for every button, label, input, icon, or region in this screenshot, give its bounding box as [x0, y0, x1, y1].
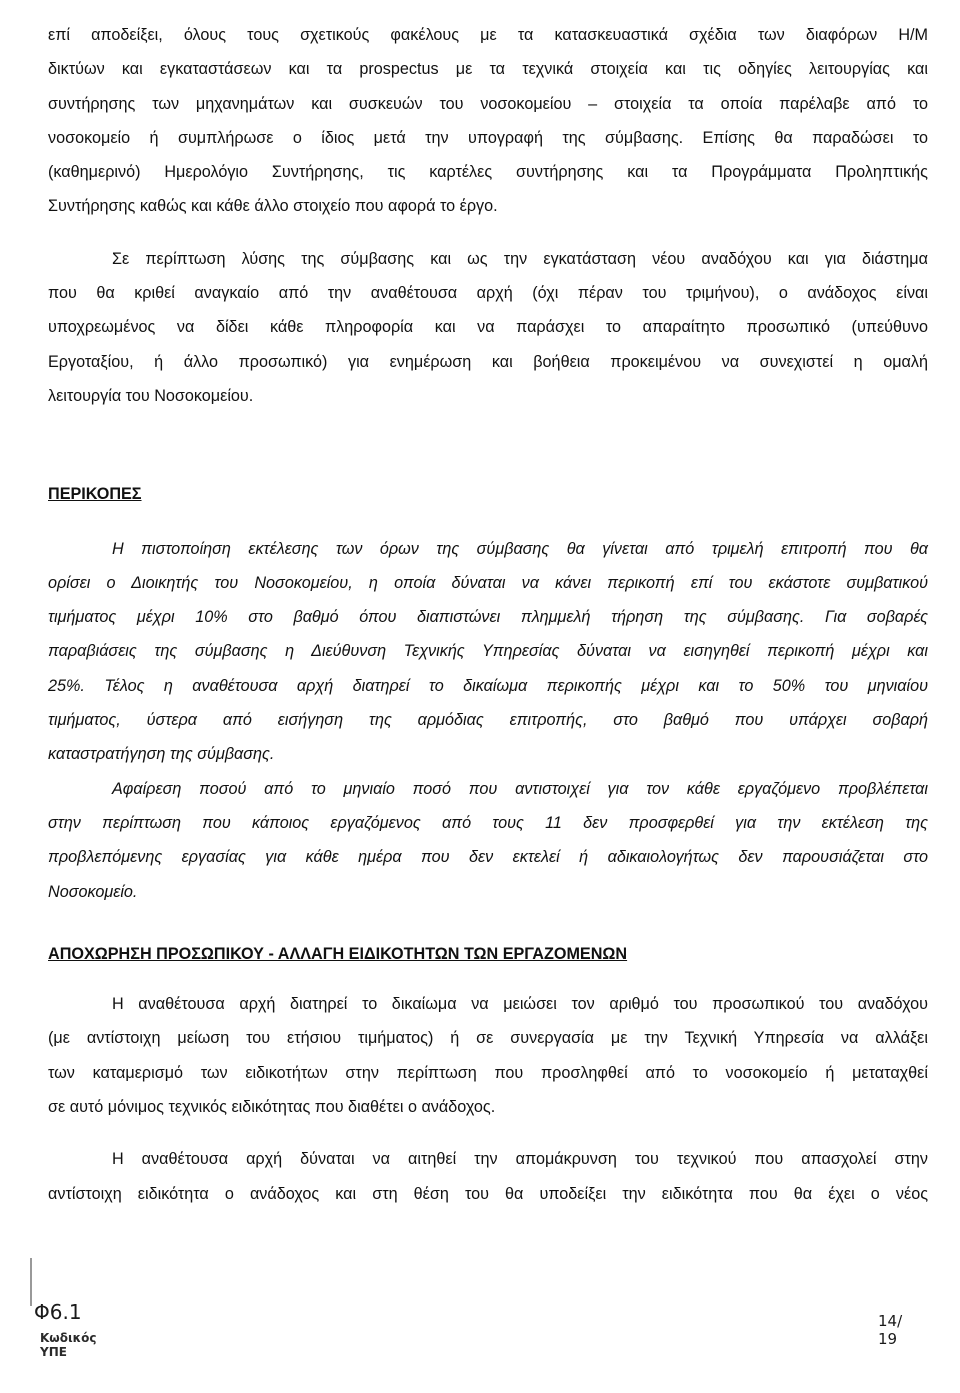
text-line: παραβιάσεις της σύμβασης η Διεύθυνση Τεχνικής Υπηρεσίας δύναται να εισηγηθεί περικοπή μέχρι και: [48, 642, 928, 661]
footer-divider: [30, 1258, 32, 1306]
paragraph-worker-absence: [48, 772, 928, 909]
paragraph-contract-handover: [48, 18, 928, 224]
text-line: λειτουργία του Νοσοκομείου.: [48, 386, 254, 405]
text-line: Νοσοκομείο.: [48, 882, 138, 901]
text-line: που θα κριθεί αναγκαίο από την αναθέτουσα αρχή (όχι πέραν του τριμήνου), ο ανάδοχος είναι: [48, 284, 928, 303]
section-staff-changes: [48, 937, 928, 1211]
page-number: 14/ 19: [878, 1312, 903, 1348]
text-line: καταστρατήγηση της σύμβασης.: [48, 745, 275, 764]
text-line: συντήρησης των μηχανημάτων και συσκευών του νοσοκομείου – στοιχεία τα οποία παρέλαβε από το: [48, 94, 928, 113]
text-line: Η πιστοποίηση εκτέλεσης των όρων της σύμβασης θα γίνεται από τριμελή επιτροπή που θα: [112, 539, 928, 558]
document-body: [48, 18, 928, 1211]
section-heading: ΑΠΟΧΩΡΗΣΗ ΠΡΟΣΩΠΙΚΟΥ - ΑΛΛΑΓΗ ΕΙΔΙΚΟΤΗΤΩΝ ΤΩΝ ΕΡΓΑΖΟΜΕΝΩΝ: [48, 944, 628, 963]
text-line: τιμήματος, ύστερα από εισήγηση της αρμόδιας επιτροπής, στο βαθμό που υπάρχει σοβαρή: [48, 711, 928, 730]
text-line: Συντήρησης καθώς και κάθε άλλο στοιχείο που αφορά το έργο.: [48, 197, 498, 216]
text-line: Εργοταξίου, ή άλλο προσωπικό) για ενημέρωση και βοήθεια προκειμένου να συνεχιστεί η ομαλή: [48, 352, 928, 371]
text-line: Η αναθέτουσα αρχή δύναται να αιτηθεί την απομάκρυνση του τεχνικού που απασχολεί στην: [112, 1150, 928, 1169]
text-line: ορίσει ο Διοικητής του Νοσοκομείου, η οποία δύναται να κάνει περικοπή επί του εκάστοτε συμβατικού: [48, 573, 928, 592]
document-code: Φ6.1: [34, 1300, 82, 1324]
text-line: δικτύων και εγκαταστάσεων και τα prospectus με τα τεχνικά στοιχεία και τις οδηγίες λειτουργίας και: [48, 60, 928, 79]
text-line: 25%. Τέλος η αναθέτουσα αρχή διατηρεί το δικαίωμα περικοπής μέχρι και το 50% του μηνιαίου: [48, 676, 928, 695]
text-line: προβλεπόμενης εργασίας για κάθε ημέρα που δεν εκτελεί ή αδικαιολογήτως δεν παρουσιάζεται στο: [48, 848, 928, 867]
section-perikopes: [48, 477, 928, 909]
text-line: Αφαίρεση ποσού από το μηνιαίο ποσό που αντιστοιχεί για τον κάθε εργαζόμενο προβλέπεται: [112, 779, 928, 798]
text-line: των καταμερισμό των ειδικοτήτων στην περίπτωση που προσληφθεί από το νοσοκομείο ή μεταταχθεί: [48, 1063, 928, 1082]
paragraph-contract-termination: [48, 242, 928, 413]
text-line: στην περίπτωση που κάποιος εργαζόμενος από τους 11 δεν προσφερθεί για την εκτέλεση της: [48, 813, 928, 832]
paragraph-deductions: [48, 532, 928, 772]
text-line: επί αποδείξει, όλους τους σχετικούς φακέλους με τα κατασκευαστικά σχέδια των διαφόρων Η/Μ: [48, 26, 928, 44]
text-line: υποχρεωμένος να δίδει κάθε πληροφορία και να παράσχει το απαραίτητο προσωπικό (υπεύθυνο: [48, 318, 928, 337]
paragraph-staff-reduction: [48, 987, 928, 1124]
text-line: Σε περίπτωση λύσης της σύμβασης και ως την εγκατάσταση νέου αναδόχου και για διάστημα: [112, 249, 928, 268]
section-heading: ΠΕΡΙΚΟΠΕΣ: [48, 485, 142, 504]
paragraph-technician-removal: [48, 1142, 928, 1211]
text-line: σε αυτό μόνιμος τεχνικός ειδικότητας που διαθέτει ο ανάδοχος.: [48, 1098, 496, 1117]
text-line: νοσοκομείο ή συμπλήρωσε ο ίδιος μετά την υπογραφή της σύμβασης. Επίσης θα παραδώσει το: [48, 128, 928, 147]
text-line: Η αναθέτουσα αρχή διατηρεί το δικαίωμα να μειώσει τον αριθμό του προσωπικού του αναδόχου: [112, 995, 928, 1014]
text-line: (με αντίστοιχη μείωση του ετήσιου τιμήματος) ή σε συνεργασία με την Τεχνική Υπηρεσία να αλλάξει: [48, 1029, 928, 1048]
document-code-label: Κωδικός ΥΠΕ: [40, 1331, 97, 1359]
text-line: (καθημερινό) Ημερολόγιο Συντήρησης, τις καρτέλες συντήρησης και τα Προγράμματα Προληπτικής: [48, 163, 928, 182]
text-line: αντίστοιχη ειδικότητα ο ανάδοχος και στη θέση του θα υποδείξει την ειδικότητα που θα έχει ο νέος: [48, 1184, 928, 1203]
text-line: τιμήματος μέχρι 10% στο βαθμό όπου διαπιστώνει πλημμελή τήρηση της σύμβασης. Για σοβαρές: [48, 608, 928, 627]
